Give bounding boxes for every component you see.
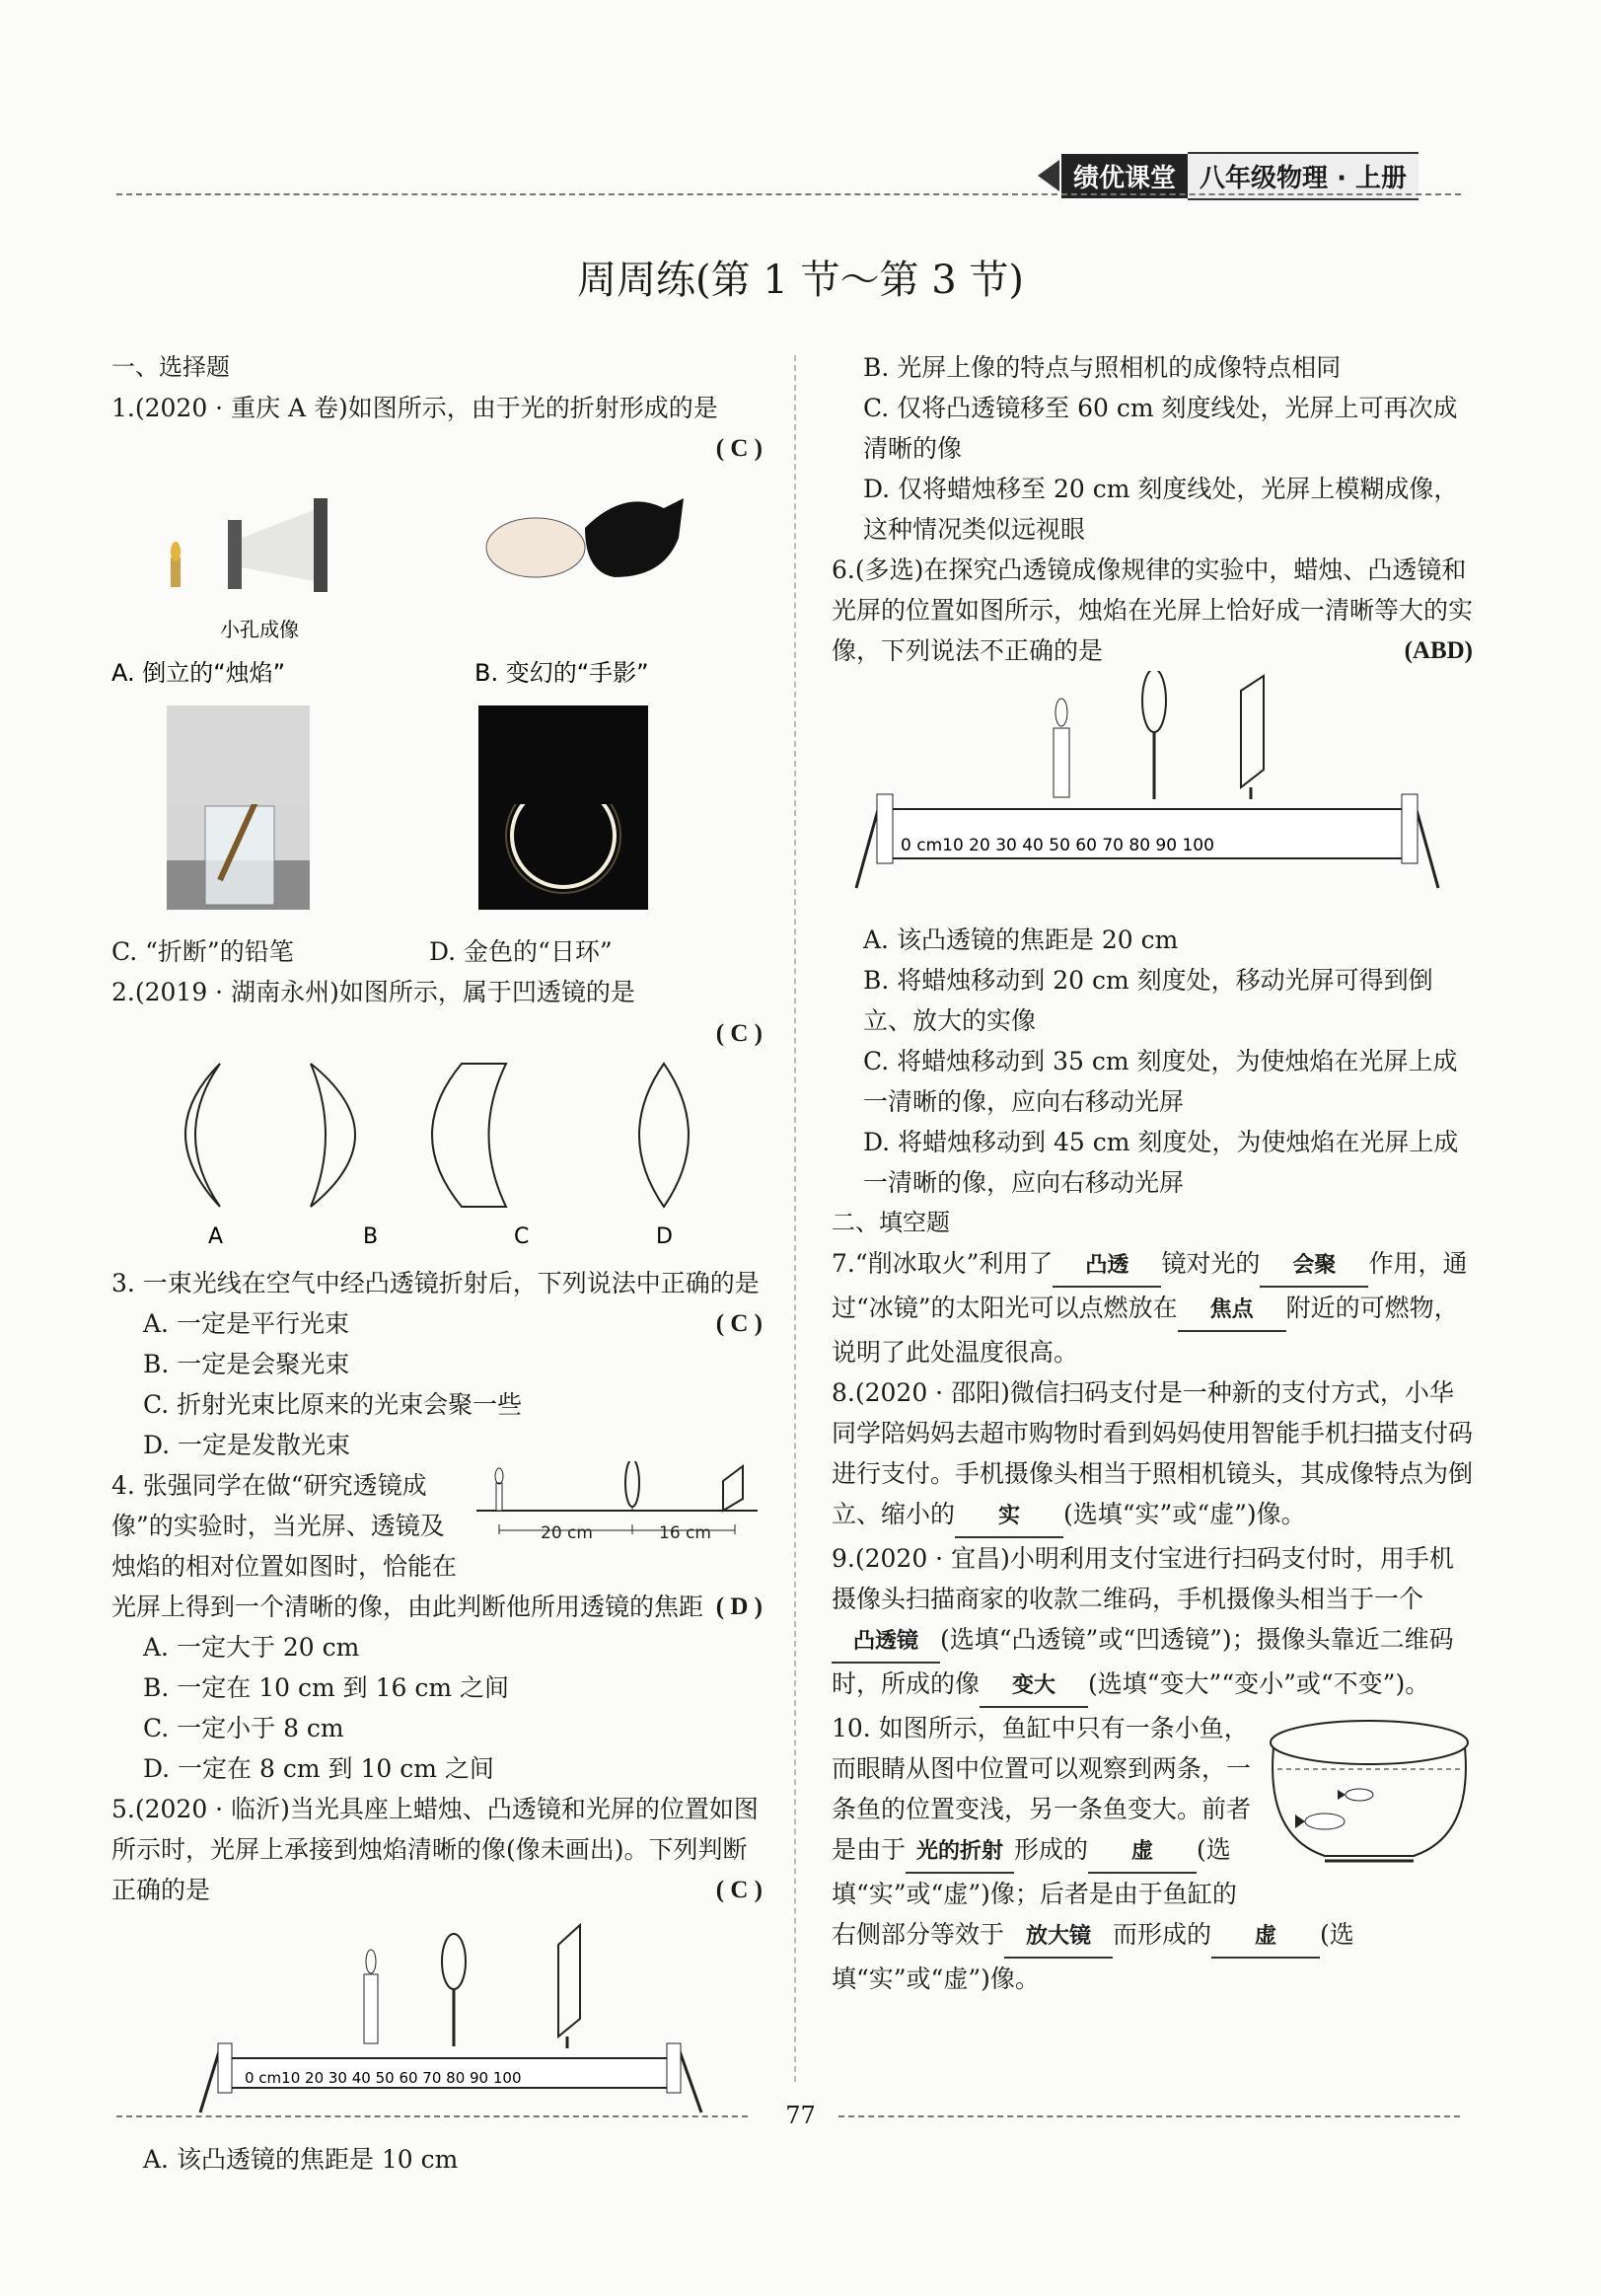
q5-option-b: B. 光屏上像的特点与照相机的成像特点相同 xyxy=(863,353,1342,382)
q8-text-2: (选填“实”或“虚”)像。 xyxy=(1063,1500,1306,1528)
q4-option-d: D. 一定在 8 cm 到 10 cm 之间 xyxy=(143,1754,494,1783)
pencil-glass-image xyxy=(167,705,310,804)
q2-label-a: A xyxy=(208,1224,224,1249)
q1-answer: ( C ) xyxy=(715,435,763,462)
question-4 xyxy=(111,1465,763,1627)
question-10 xyxy=(832,1708,1473,1999)
section-choice-title: 一、选择题 xyxy=(111,353,230,381)
section-fill-title: 二、填空题 xyxy=(832,1209,950,1236)
q10-blank-3[interactable]: 放大镜 xyxy=(1004,1916,1113,1959)
left-column xyxy=(111,347,763,2180)
q7-blank-2[interactable]: 会聚 xyxy=(1260,1245,1368,1288)
q7-blank-3[interactable]: 焦点 xyxy=(1178,1290,1286,1332)
q2-lens-figure xyxy=(111,1054,763,1251)
q1-option-b: B. 变幻的“手影” xyxy=(474,659,649,687)
q2-label-d: D xyxy=(656,1224,673,1249)
q6-answer: (ABD) xyxy=(1404,637,1473,664)
q1-option-a: A. 倒立的“烛焰” xyxy=(111,659,286,687)
header-tag xyxy=(1038,156,1419,195)
question-5 xyxy=(111,1789,763,1910)
q10-text-4: 而形成的 xyxy=(1113,1920,1212,1949)
q5-option-c: C. 仅将凸透镜移至 60 cm 刻度线处，光屏上可再次成清晰的像 xyxy=(863,394,1458,463)
column-divider xyxy=(794,355,796,2082)
q3-answer: ( C ) xyxy=(715,1310,763,1337)
q7-blank-1[interactable]: 凸透 xyxy=(1053,1245,1161,1288)
q10-text-2: 形成的 xyxy=(1014,1835,1089,1864)
q5-option-a: A. 该凸透镜的焦距是 10 cm xyxy=(143,2145,459,2174)
question-6 xyxy=(832,550,1473,671)
q5-stem: 5.(2020 · 临沂)当光具座上蜡烛、凸透镜和光屏的位置如图所示时，光屏上承接到烛焰清晰的像(像未画出)。下列判断正确的是 xyxy=(111,1795,759,1904)
q1-figures xyxy=(111,428,763,764)
question-1 xyxy=(111,388,763,462)
q5-answer: ( C ) xyxy=(715,1877,763,1903)
q7-text-1: 7.“削冰取火”利用了 xyxy=(832,1249,1054,1278)
q6-option-b: B. 将蜡烛移动到 20 cm 刻度处，移动光屏可得到倒立、放大的实像 xyxy=(863,966,1433,1035)
pinhole-image xyxy=(171,498,327,641)
q10-text-1: 10. 如图所示，鱼缸中只有一条小鱼，而眼睛从图中位置可以观察到两条，一条鱼的位置变浅，另一条鱼变大。前者是由于 xyxy=(832,1714,1252,1864)
q6-option-a: A. 该凸透镜的焦距是 20 cm xyxy=(863,926,1179,954)
q3-option-b: B. 一定是会聚光束 xyxy=(143,1350,350,1378)
pinhole-caption: 小孔成像 xyxy=(220,618,299,641)
q4-answer: ( D ) xyxy=(715,1593,763,1620)
q3-option-a: A. 一定是平行光束 xyxy=(143,1309,349,1338)
q4-distance-2: 16 cm xyxy=(659,1523,711,1543)
q1-images xyxy=(111,469,763,804)
q6-option-d: D. 将蜡烛移动到 45 cm 刻度处，为使烛焰在光屏上成一清晰的像，应向右移动光屏 xyxy=(863,1128,1459,1197)
header-divider xyxy=(116,193,1461,195)
q3-option-d: D. 一定是发散光束 xyxy=(143,1431,351,1459)
q9-blank-2[interactable]: 变大 xyxy=(980,1666,1088,1708)
q4-distance-1: 20 cm xyxy=(541,1523,593,1543)
q4-stem: 4. 张强同学在做“研究透镜成像”的实验时，当光屏、透镜及烛焰的相对位置如图时，恰能在光屏上得到一个清晰的像，由此判断他所用透镜的焦距 xyxy=(111,1471,704,1621)
q1-stem: 1.(2020 · 重庆 A 卷)如图所示，由于光的折射形成的是 xyxy=(111,394,718,422)
q8-blank-1[interactable]: 实 xyxy=(955,1496,1063,1538)
hand-shadow-image xyxy=(486,498,684,577)
q2-label-c: C xyxy=(514,1224,530,1249)
q1-option-d: D. 金色的“日环” xyxy=(429,937,613,966)
q3-option-c: C. 折射光束比原来的光束会聚一些 xyxy=(143,1390,523,1419)
header-triangle-icon xyxy=(1038,160,1059,191)
q10-blank-4[interactable]: 虚 xyxy=(1211,1916,1320,1959)
page-number: 77 xyxy=(785,2102,816,2129)
q10-blank-1[interactable]: 光的折射 xyxy=(906,1831,1014,1874)
question-8 xyxy=(832,1372,1473,1538)
question-7 xyxy=(832,1243,1473,1372)
q4-option-c: C. 一定小于 8 cm xyxy=(143,1714,344,1742)
q9-blank-1[interactable]: 凸透镜 xyxy=(832,1621,940,1664)
q5-option-d: D. 仅将蜡烛移至 20 cm 刻度线处，光屏上模糊成像，这种情况类似远视眼 xyxy=(863,475,1459,544)
q6-optical-bench xyxy=(832,671,1473,908)
eclipse-image xyxy=(478,705,648,804)
q10-blank-2[interactable]: 虚 xyxy=(1088,1831,1197,1874)
q4-figure xyxy=(476,1461,763,1570)
q6-ruler-scale: 0 cm10 20 30 40 50 60 70 80 90 100 xyxy=(901,836,1214,855)
header-brand: 绩优课堂 xyxy=(1061,154,1188,198)
q8-text-1: 8.(2020 · 邵阳)微信扫码支付是一种新的支付方式，小华同学陪妈妈去超市购物时看到妈妈使用智能手机扫描支付码进行支付。手机摄像头相当于照相机镜头，其成像特点为倒立、缩小的 xyxy=(832,1378,1474,1528)
question-2 xyxy=(111,972,763,1012)
right-column xyxy=(832,347,1473,1999)
q9-text-1: 9.(2020 · 宜昌)小明利用支付宝进行扫码支付时，用手机摄像头扫描商家的收款二维码，手机摄像头相当于一个 xyxy=(832,1544,1454,1613)
header-book: 八年级物理 · 上册 xyxy=(1188,152,1419,200)
q1-option-row-2 xyxy=(111,931,763,972)
q2-stem: 2.(2019 · 湖南永州)如图所示，属于凹透镜的是 xyxy=(111,978,635,1006)
q4-option-b: B. 一定在 10 cm 到 16 cm 之间 xyxy=(143,1673,509,1702)
q3-stem: 3. 一束光线在空气中经凸透镜折射后，下列说法中正确的是 xyxy=(111,1269,760,1297)
q1-option-c: C. “折断”的铅笔 xyxy=(111,937,294,966)
q6-option-c: C. 将蜡烛移动到 35 cm 刻度处，为使烛焰在光屏上成一清晰的像，应向右移动光屏 xyxy=(863,1047,1458,1116)
question-9 xyxy=(832,1538,1473,1708)
q4-option-a: A. 一定大于 20 cm xyxy=(143,1633,360,1662)
fish-tank-figure xyxy=(1266,1708,1473,1876)
q7-text-3: 作用，通过“冰镜”的太阳光可以点燃放在 xyxy=(832,1249,1468,1322)
q7-text-2: 镜对光的 xyxy=(1161,1249,1261,1278)
q2-label-b: B xyxy=(363,1224,379,1249)
q6-stem: 6.(多选)在探究凸透镜成像规律的实验中，蜡烛、凸透镜和光屏的位置如图所示，烛焰在光屏上恰好成一清晰等大的实像，下列说法不正确的是 xyxy=(832,555,1474,665)
q9-text-2: (选填“凸透镜”或“凹透镜”)；摄像头靠近二维码时，所成的像 xyxy=(832,1625,1454,1698)
q5-optical-bench xyxy=(111,1910,763,2127)
q5-ruler-scale: 0 cm10 20 30 40 50 60 70 80 90 100 xyxy=(245,2069,522,2087)
q10-text-3: (选填“实”或“虚”)像；后者是由于鱼缸的右侧部分等效于 xyxy=(832,1835,1237,1949)
q7-text-4: 附近的可燃物，说明了此处温度很高。 xyxy=(832,1294,1459,1367)
q2-answer-row xyxy=(111,1012,763,1054)
page-title: 周周练(第 1 节～第 3 节) xyxy=(577,258,1024,303)
q2-answer: ( C ) xyxy=(715,1020,763,1047)
q10-text-5: (选填“实”或“虚”)像。 xyxy=(832,1920,1354,1993)
q9-text-3: (选填“变大”“变小”或“不变”)。 xyxy=(1088,1669,1430,1698)
